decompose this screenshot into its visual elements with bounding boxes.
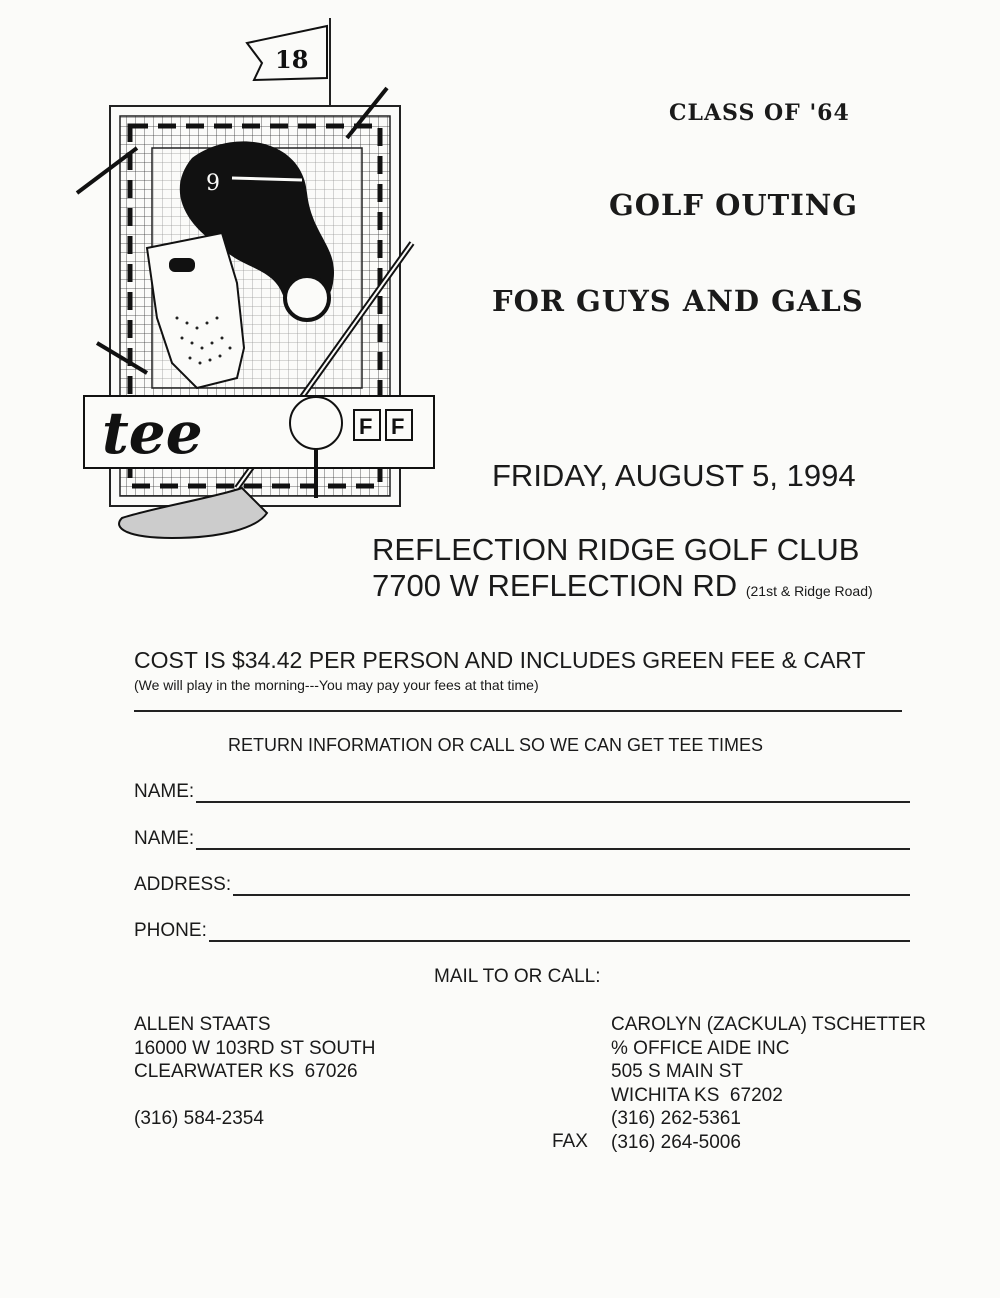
- contact-right-phone: (316) 262-5361: [611, 1108, 741, 1129]
- contact-left: [134, 1013, 375, 1130]
- name-input-1[interactable]: [196, 787, 910, 803]
- name-input-2[interactable]: [196, 834, 910, 850]
- name-field-2[interactable]: [134, 828, 910, 850]
- contact-right-fax: (316) 264-5006: [611, 1131, 741, 1153]
- contact-right-city: WICHITA KS 67202: [611, 1084, 783, 1106]
- contact-left-name: ALLEN STAATS: [134, 1014, 271, 1035]
- venue-cross-streets: (21st & Ridge Road): [745, 583, 873, 599]
- tee-off-logo: [72, 18, 442, 543]
- contact-right-name: CAROLYN (ZACKULA) TSCHETTER: [611, 1014, 926, 1035]
- contact-right-company: % OFFICE AIDE INC: [611, 1037, 790, 1059]
- venue-street: 7700 W REFLECTION RD: [372, 568, 738, 603]
- mail-to-heading: MAIL TO OR CALL:: [434, 966, 601, 987]
- address-label: ADDRESS:: [134, 874, 232, 895]
- phone-field[interactable]: [134, 920, 910, 942]
- phone-label: PHONE:: [134, 920, 207, 941]
- name-field-1[interactable]: [134, 781, 910, 803]
- contact-right-street: 505 S MAIN ST: [611, 1061, 743, 1082]
- logo-f2: F: [391, 414, 405, 439]
- return-info: RETURN INFORMATION OR CALL SO WE CAN GET TEE TIMES: [228, 735, 764, 755]
- contact-left-city: CLEARWATER KS 67026: [134, 1061, 358, 1082]
- cost-text: COST IS $34.42 PER PERSON AND INCLUDES GREEN FEE & CART: [134, 647, 866, 673]
- venue-address: [372, 568, 873, 604]
- logo-f1: F: [359, 414, 373, 439]
- event-date: FRIDAY, AUGUST 5, 1994: [492, 458, 856, 493]
- venue-name: REFLECTION RIDGE GOLF CLUB: [372, 532, 860, 567]
- name-label-2: NAME:: [134, 828, 195, 849]
- logo-tee-text: tee: [102, 399, 203, 467]
- fax-label: FAX: [552, 1131, 588, 1152]
- phone-input[interactable]: [209, 926, 910, 942]
- cost-note: (We will play in the morning---You may pay your fees at that time): [134, 677, 539, 693]
- event-heading: GOLF OUTING: [609, 188, 859, 222]
- class-heading: CLASS OF '64: [669, 100, 850, 126]
- address-input[interactable]: [233, 880, 910, 896]
- flag-number: 18: [275, 45, 309, 74]
- audience-heading: FOR GUYS AND GALS: [492, 284, 864, 318]
- contact-right: [611, 1013, 926, 1154]
- divider: [134, 710, 902, 712]
- contact-left-phone: (316) 584-2354: [134, 1107, 264, 1129]
- name-label-1: NAME:: [134, 781, 195, 802]
- contact-left-street: 16000 W 103RD ST SOUTH: [134, 1037, 376, 1059]
- ball-number: 9: [206, 171, 220, 196]
- address-field[interactable]: [134, 874, 910, 896]
